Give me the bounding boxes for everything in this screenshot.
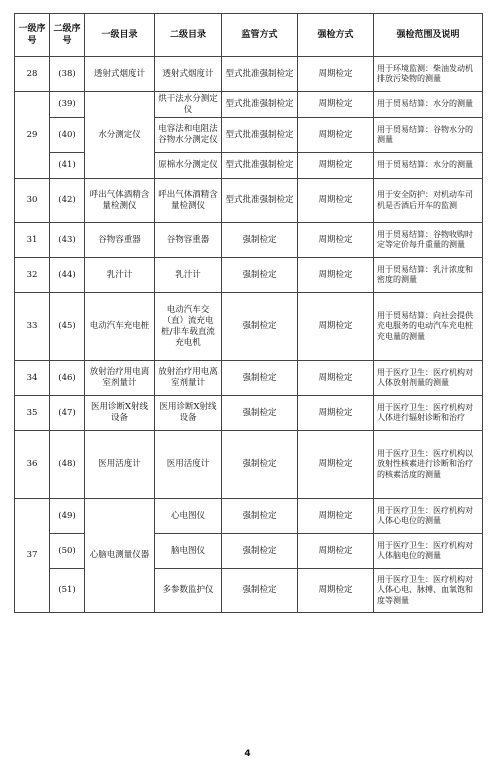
secondary-number-cell: (51) bbox=[50, 569, 85, 613]
table-row bbox=[15, 293, 483, 361]
primary-catalog-cell: 乳汁计 bbox=[85, 258, 155, 293]
inspection-cell: 周期检定 bbox=[298, 258, 374, 293]
header-l2-no: 二级序号 bbox=[50, 14, 85, 57]
scope-cell: 用于医疗卫生：医疗机构对人体脑电位的测量 bbox=[374, 534, 483, 569]
table-row bbox=[15, 223, 483, 258]
inspection-cell: 周期检定 bbox=[298, 57, 374, 92]
supervision-cell: 型式批准强制检定 bbox=[222, 179, 298, 223]
scope-cell: 用于贸易结算：谷物收购时定等定价每升重量的测量 bbox=[374, 223, 483, 258]
secondary-catalog-cell: 谷物容重器 bbox=[155, 223, 222, 258]
table-row bbox=[15, 179, 483, 223]
secondary-number-cell: (46) bbox=[50, 361, 85, 396]
header-inspection: 强检方式 bbox=[298, 14, 374, 57]
supervision-cell: 型式批准强制检定 bbox=[222, 57, 298, 92]
inspection-cell: 周期检定 bbox=[298, 293, 374, 361]
supervision-cell: 型式批准强制检定 bbox=[222, 118, 298, 153]
secondary-number-cell: (39) bbox=[50, 92, 85, 118]
table-row bbox=[15, 396, 483, 431]
secondary-catalog-cell: 电动汽车交（直）流充电桩/非车载直流充电机 bbox=[155, 293, 222, 361]
secondary-catalog-cell: 多参数监护仪 bbox=[155, 569, 222, 613]
primary-catalog-cell: 电动汽车充电桩 bbox=[85, 293, 155, 361]
table-row bbox=[15, 361, 483, 396]
scope-cell: 用于贸易结算：谷物水分的测量 bbox=[374, 118, 483, 153]
table-header-row bbox=[15, 14, 483, 57]
inspection-cell: 周期检定 bbox=[298, 361, 374, 396]
page-number: 4 bbox=[244, 749, 251, 759]
scope-cell: 用于环境监测：柴油发动机排放污染物的测量 bbox=[374, 57, 483, 92]
supervision-cell: 强制检定 bbox=[222, 293, 298, 361]
primary-number-cell: 32 bbox=[15, 258, 50, 293]
secondary-catalog-cell: 医用活度计 bbox=[155, 431, 222, 499]
primary-catalog-cell: 谷物容重器 bbox=[85, 223, 155, 258]
table-row bbox=[15, 258, 483, 293]
primary-number-cell: 36 bbox=[15, 431, 50, 499]
scope-cell: 用于医疗卫生：医疗机构以放射性核素进行诊断和治疗的核素活度的测量 bbox=[374, 431, 483, 499]
inspection-catalog-table bbox=[14, 13, 483, 613]
secondary-number-cell: (50) bbox=[50, 534, 85, 569]
secondary-catalog-cell: 电容法和电阻法谷物水分测定仪 bbox=[155, 118, 222, 153]
secondary-catalog-cell: 乳汁计 bbox=[155, 258, 222, 293]
supervision-cell: 强制检定 bbox=[222, 534, 298, 569]
secondary-number-cell: (40) bbox=[50, 118, 85, 153]
secondary-catalog-cell: 放射治疗用电离室剂量计 bbox=[155, 361, 222, 396]
scope-cell: 用于贸易结算：乳汁浓度和密度的测量 bbox=[374, 258, 483, 293]
table-row bbox=[15, 92, 483, 118]
secondary-catalog-cell: 原棉水分测定仪 bbox=[155, 153, 222, 179]
scope-cell: 用于贸易结算：向社会提供充电服务的电动汽车充电桩充电量的测量 bbox=[374, 293, 483, 361]
header-supervision: 监管方式 bbox=[222, 14, 298, 57]
primary-catalog-cell: 医用诊断X射线设备 bbox=[85, 396, 155, 431]
secondary-catalog-cell: 呼出气体酒精含量检测仪 bbox=[155, 179, 222, 223]
scope-cell: 用于贸易结算：水分的测量 bbox=[374, 92, 483, 118]
supervision-cell: 强制检定 bbox=[222, 223, 298, 258]
secondary-number-cell: (38) bbox=[50, 57, 85, 92]
supervision-cell: 强制检定 bbox=[222, 431, 298, 499]
scope-cell: 用于医疗卫生：医疗机构对人体心电位的测量 bbox=[374, 499, 483, 534]
secondary-number-cell: (47) bbox=[50, 396, 85, 431]
primary-number-cell: 29 bbox=[15, 92, 50, 179]
header-l1-no: 一级序号 bbox=[15, 14, 50, 57]
secondary-number-cell: (49) bbox=[50, 499, 85, 534]
primary-number-cell: 28 bbox=[15, 57, 50, 92]
primary-number-cell: 33 bbox=[15, 293, 50, 361]
supervision-cell: 型式批准强制检定 bbox=[222, 92, 298, 118]
inspection-cell: 周期检定 bbox=[298, 569, 374, 613]
supervision-cell: 型式批准强制检定 bbox=[222, 153, 298, 179]
primary-number-cell: 31 bbox=[15, 223, 50, 258]
supervision-cell: 强制检定 bbox=[222, 569, 298, 613]
inspection-cell: 周期检定 bbox=[298, 92, 374, 118]
inspection-cell: 周期检定 bbox=[298, 223, 374, 258]
supervision-cell: 强制检定 bbox=[222, 499, 298, 534]
supervision-cell: 强制检定 bbox=[222, 396, 298, 431]
secondary-number-cell: (43) bbox=[50, 223, 85, 258]
table-row bbox=[15, 499, 483, 534]
primary-number-cell: 30 bbox=[15, 179, 50, 223]
secondary-number-cell: (45) bbox=[50, 293, 85, 361]
primary-catalog-cell: 医用活度计 bbox=[85, 431, 155, 499]
scope-cell: 用于医疗卫生：医疗机构对人体进行辐射诊断和治疗 bbox=[374, 396, 483, 431]
secondary-number-cell: (41) bbox=[50, 153, 85, 179]
header-scope: 强检范围及说明 bbox=[374, 14, 483, 57]
primary-number-cell: 34 bbox=[15, 361, 50, 396]
secondary-number-cell: (48) bbox=[50, 431, 85, 499]
primary-catalog-cell: 放射治疗用电离室剂量计 bbox=[85, 361, 155, 396]
inspection-cell: 周期检定 bbox=[298, 118, 374, 153]
supervision-cell: 强制检定 bbox=[222, 258, 298, 293]
inspection-cell: 周期检定 bbox=[298, 534, 374, 569]
secondary-catalog-cell: 医用诊断X射线设备 bbox=[155, 396, 222, 431]
inspection-cell: 周期检定 bbox=[298, 179, 374, 223]
table-row bbox=[15, 431, 483, 499]
scope-cell: 用于贸易结算：水分的测量 bbox=[374, 153, 483, 179]
secondary-number-cell: (44) bbox=[50, 258, 85, 293]
table-row bbox=[15, 57, 483, 92]
secondary-catalog-cell: 烘干法水分测定仪 bbox=[155, 92, 222, 118]
primary-catalog-cell: 呼出气体酒精含量检测仪 bbox=[85, 179, 155, 223]
table-body bbox=[15, 57, 483, 613]
secondary-catalog-cell: 透射式烟度计 bbox=[155, 57, 222, 92]
scope-cell: 用于医疗卫生：医疗机构对人体心电、脉搏、血氧饱和度等测量 bbox=[374, 569, 483, 613]
header-l1-catalog: 一级目录 bbox=[85, 14, 155, 57]
primary-number-cell: 37 bbox=[15, 499, 50, 613]
inspection-cell: 周期检定 bbox=[298, 396, 374, 431]
secondary-catalog-cell: 脑电图仪 bbox=[155, 534, 222, 569]
inspection-cell: 周期检定 bbox=[298, 499, 374, 534]
primary-catalog-cell: 心脑电测量仪器 bbox=[85, 499, 155, 613]
inspection-cell: 周期检定 bbox=[298, 153, 374, 179]
secondary-catalog-cell: 心电图仪 bbox=[155, 499, 222, 534]
supervision-cell: 强制检定 bbox=[222, 361, 298, 396]
inspection-cell: 周期检定 bbox=[298, 431, 374, 499]
header-l2-catalog: 二级目录 bbox=[155, 14, 222, 57]
secondary-number-cell: (42) bbox=[50, 179, 85, 223]
primary-catalog-cell: 透射式烟度计 bbox=[85, 57, 155, 92]
scope-cell: 用于医疗卫生：医疗机构对人体放射剂量的测量 bbox=[374, 361, 483, 396]
primary-catalog-cell: 水分测定仪 bbox=[85, 92, 155, 179]
primary-number-cell: 35 bbox=[15, 396, 50, 431]
scope-cell: 用于安全防护：对机动车司机是否酒后开车的监测 bbox=[374, 179, 483, 223]
